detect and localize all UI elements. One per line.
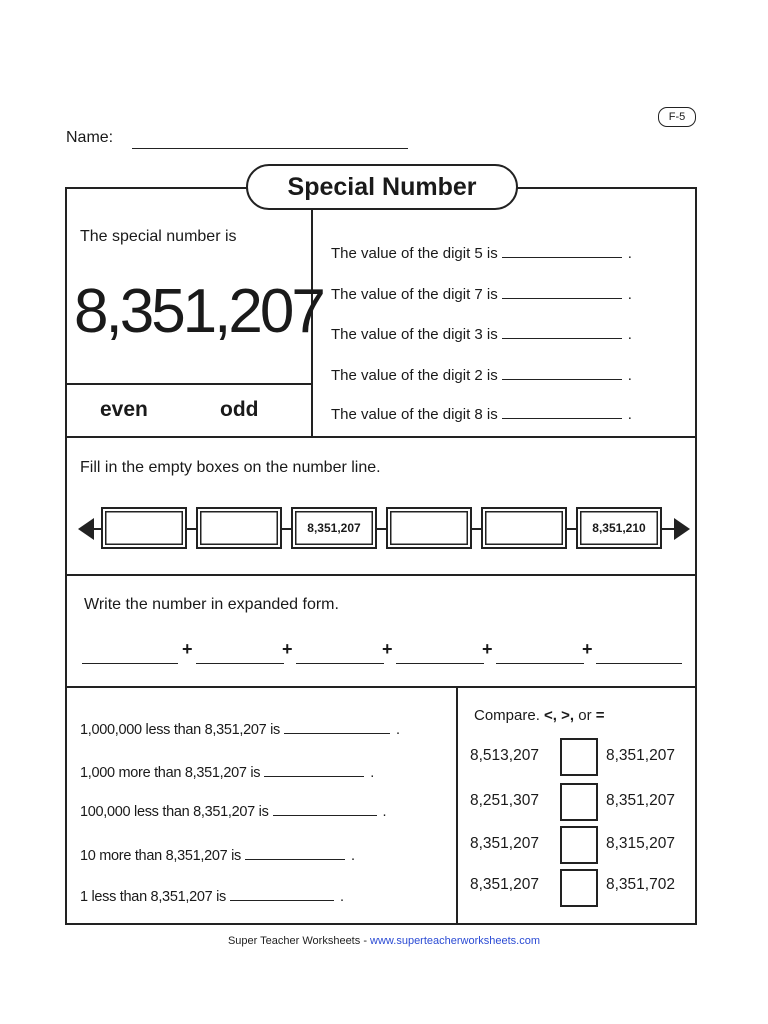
digit-value-prompt: The value of the digit 2 is — [331, 367, 498, 384]
name-label: Name: — [66, 129, 114, 146]
expanded-blank[interactable] — [496, 663, 584, 664]
divider-section-3 — [66, 686, 696, 688]
compare-left-number: 8,251,307 — [470, 792, 539, 809]
odd-option[interactable]: odd — [220, 398, 259, 421]
answer-blank[interactable] — [230, 886, 334, 901]
compare-instruction: Compare. <, >, or = — [474, 707, 605, 724]
compare-right-number: 8,315,207 — [606, 835, 675, 852]
expanded-blank[interactable] — [82, 663, 178, 664]
statement-row: 1,000 more than 8,351,207 is . — [80, 762, 374, 781]
footer-brand: Super Teacher Worksheets — [227, 935, 361, 947]
compare-right-number: 8,351,702 — [606, 876, 675, 893]
divider-section-1 — [66, 436, 696, 438]
compare-answer-box[interactable] — [560, 826, 598, 864]
expanded-form-instruction: Write the number in expanded form. — [84, 596, 339, 613]
answer-blank[interactable] — [264, 762, 364, 777]
plus-sign: + — [382, 639, 393, 659]
answer-blank[interactable] — [502, 284, 622, 299]
answer-blank[interactable] — [273, 801, 377, 816]
number-line-box: 8,351,210 — [576, 507, 662, 549]
expanded-blank[interactable] — [396, 663, 484, 664]
arrow-right-icon — [674, 518, 690, 540]
worksheet-code-badge: F-5 — [658, 107, 696, 127]
expanded-blank[interactable] — [196, 663, 284, 664]
digit-value-row: The value of the digit 2 is . — [331, 367, 632, 384]
number-line-instruction: Fill in the empty boxes on the number line. — [80, 459, 381, 476]
compare-left-number: 8,513,207 — [470, 747, 539, 764]
compare-left-number: 8,351,207 — [470, 876, 539, 893]
divider-parity — [66, 383, 312, 385]
statement-row: 10 more than 8,351,207 is . — [80, 845, 355, 864]
footer: Super Teacher Worksheets - www.superteacherworksheets.com — [227, 935, 541, 947]
footer-link[interactable]: www.superteacherworksheets.com — [370, 935, 541, 947]
expanded-blank[interactable] — [296, 663, 384, 664]
compare-answer-box[interactable] — [560, 869, 598, 907]
answer-blank[interactable] — [245, 845, 345, 860]
compare-answer-box[interactable] — [560, 738, 598, 776]
arrow-left-icon — [78, 518, 94, 540]
digit-value-prompt: The value of the digit 5 is — [331, 245, 498, 262]
even-option[interactable]: even — [100, 398, 148, 421]
number-line-box[interactable] — [196, 507, 282, 549]
plus-sign: + — [182, 639, 193, 659]
answer-blank[interactable] — [502, 365, 622, 380]
number-line-box[interactable] — [481, 507, 567, 549]
answer-blank[interactable] — [502, 243, 622, 258]
plus-sign: + — [282, 639, 293, 659]
plus-sign: + — [482, 639, 493, 659]
special-number-intro: The special number is — [80, 228, 237, 245]
special-number: 8,351,207 — [74, 277, 323, 346]
statement-row: 1 less than 8,351,207 is . — [80, 886, 344, 905]
expanded-blank[interactable] — [596, 663, 682, 664]
digit-value-prompt: The value of the digit 8 is — [331, 406, 498, 423]
statement-row: 100,000 less than 8,351,207 is . — [80, 801, 386, 820]
answer-blank[interactable] — [284, 719, 390, 734]
name-write-line — [132, 148, 408, 149]
digit-value-row: The value of the digit 8 is . — [331, 406, 632, 423]
statement-row: 1,000,000 less than 8,351,207 is . — [80, 719, 400, 738]
divider-bottom-vertical — [456, 687, 458, 924]
compare-right-number: 8,351,207 — [606, 792, 675, 809]
plus-sign: + — [582, 639, 593, 659]
compare-left-number: 8,351,207 — [470, 835, 539, 852]
compare-answer-box[interactable] — [560, 783, 598, 821]
digit-value-row: The value of the digit 7 is . — [331, 286, 632, 303]
digit-value-row: The value of the digit 5 is . — [331, 245, 632, 262]
answer-blank[interactable] — [502, 324, 622, 339]
divider-section-2 — [66, 574, 696, 576]
answer-blank[interactable] — [502, 404, 622, 419]
digit-value-prompt: The value of the digit 7 is — [331, 286, 498, 303]
digit-value-row: The value of the digit 3 is . — [331, 326, 632, 343]
number-line-box: 8,351,207 — [291, 507, 377, 549]
number-line-box[interactable] — [386, 507, 472, 549]
number-line-box[interactable] — [101, 507, 187, 549]
compare-right-number: 8,351,207 — [606, 747, 675, 764]
worksheet-title: Special Number — [246, 164, 518, 210]
digit-value-prompt: The value of the digit 3 is — [331, 326, 498, 343]
